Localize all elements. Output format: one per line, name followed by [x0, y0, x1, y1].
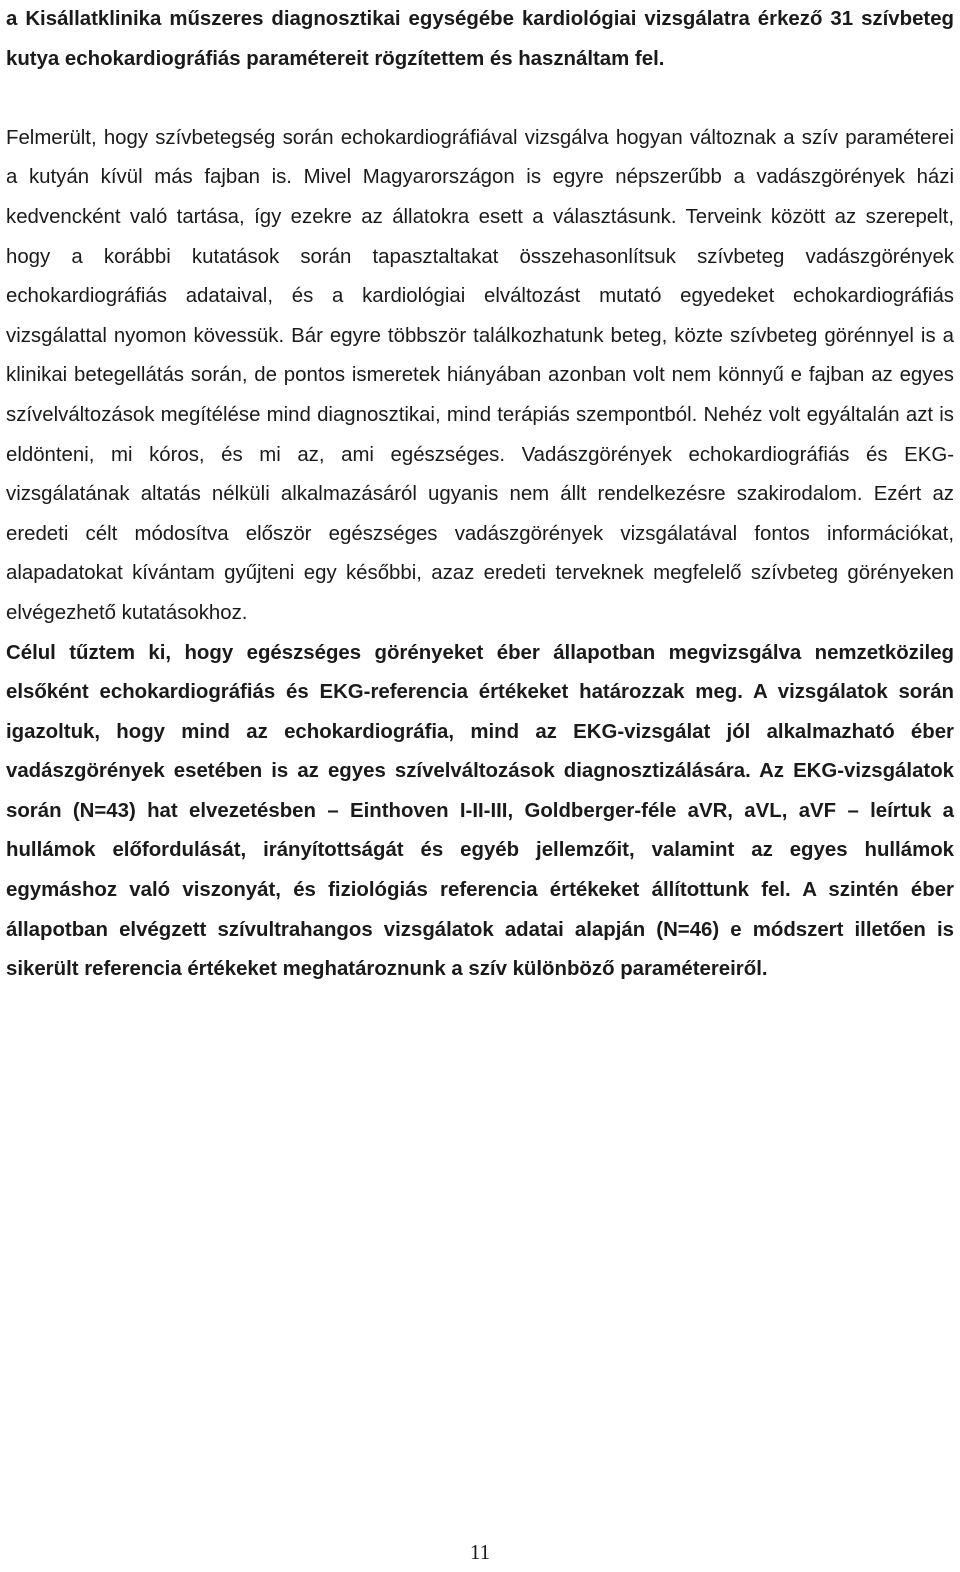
intro-paragraph: a Kisállatklinika műszeres diagnosztikai egységébe kardiológiai vizsgálatra érkező 31 szívbeteg kutya echokardiográfiás paramétereit rögzítettem és használtam fel.: [6, 8, 954, 70]
conclusion-paragraph: Célul tűztem ki, hogy egészséges görényeket éber állapotban megvizsgálva nemzetközileg elsőként echokardiográfiás és EKG-referencia értékeket határozzak meg. A vizsgálatok során igazoltuk, hogy mind az echokardiográfia, mind az EKG-vizsgálat jól alkalmazható éber vadászgörények esetében is az egyes szívelváltozások diagnosztizálására. Az EKG-vizsgálatok során (N=43) hat elvezetésben – Einthoven I-II-III, Goldberger-féle aVR, aVL, aVF – leírtuk a hullámok előfordulását, irányítottságát és egyéb jellemzőit, valamint az egyes hullámok egymáshoz való viszonyát, és fiziológiás referencia értékeket állítottunk fel. A szintén éber állapotban elvégzett szívultrahangos vizsgálatok adatai alapján (N=46) e módszert illetően is sikerült referencia értékeket meghatároznunk a szív különböző paramétereiről.: [6, 641, 954, 981]
page-number: 11: [469, 1540, 491, 1564]
paragraph-gap: [6, 79, 954, 119]
main-paragraph: Felmerült, hogy szívbetegség során echokardiográfiával vizsgálva hogyan változnak a szív paraméterei a kutyán kívül más fajban is. Mivel Magyarországon is egyre népszerűbb a vadászgörények házi kedvencként való tartása, így ezekre az állatokra esett a választásunk. Terveink között az szerepelt, hogy a korábbi kutatások során tapasztaltakat összehasonlítsuk szívbeteg vadászgörények echokardiográfiás adataival, és a kardiológiai elváltozást mutató egyedeket echokardiográfiás vizsgálattal nyomon kövessük. Bár egyre többször találkozhatunk beteg, közte szívbeteg görénnyel is a klinikai betegellátás során, de pontos ismeretek hiányában azonban volt nem könnyű e fajban az egyes szívelváltozások megítélése mind diagnosztikai, mind terápiás szempontból. Nehéz volt egyáltalán azt is eldönteni, mi kóros, és mi az, ami egészséges. Vadászgörények echokardiográfiás és EKG-vizsgálatának altatás nélküli alkalmazásáról ugyanis nem állt rendelkezésre szakirodalom. Ezért az eredeti célt módosítva először egészséges vadászgörények vizsgálatával fontos információkat, alapadatokat kívántam gyűjteni egy későbbi, azaz eredeti terveknek megfelelő szívbeteg görényeken elvégezhető kutatásokhoz.: [6, 126, 954, 624]
document-body: [6, 0, 954, 990]
